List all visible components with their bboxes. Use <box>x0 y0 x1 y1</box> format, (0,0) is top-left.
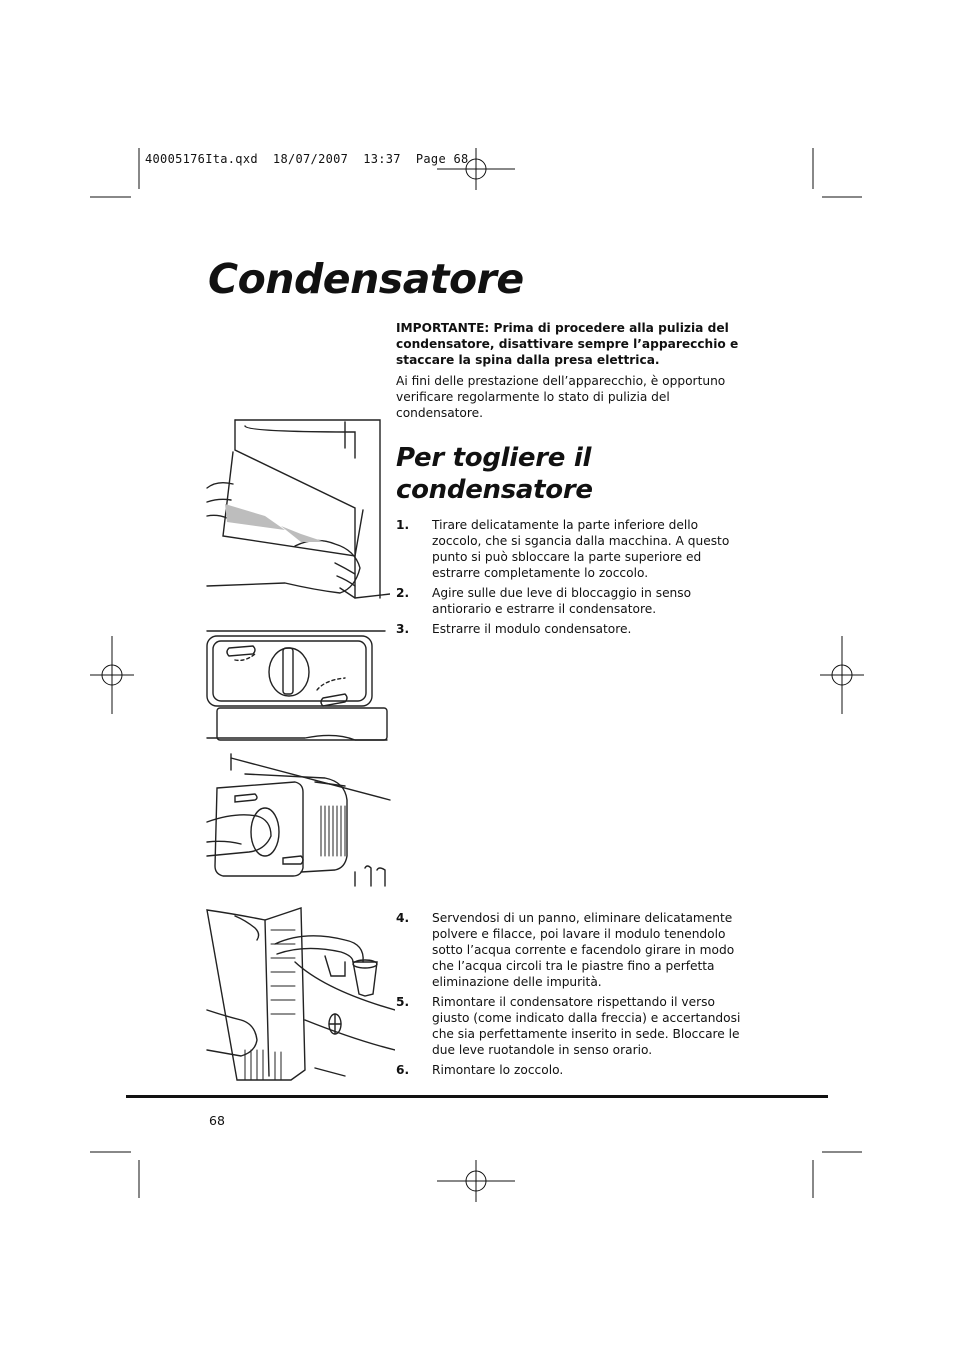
step-text: Rimontare lo zoccolo. <box>432 1063 564 1077</box>
step-item <box>396 994 741 1058</box>
footer-rule <box>126 1095 828 1098</box>
plinth-removal-illustration <box>205 418 390 606</box>
step-text: Rimontare il condensatore rispettando il verso giusto (come indicato dalla freccia) e accertandosi che sia perfettamente inserito in sede. Bloccare le due leve ruotandole in senso orario. <box>432 995 741 1057</box>
step-number: 3. <box>396 622 410 636</box>
step-number: 5. <box>396 995 410 1009</box>
intro-paragraph: Ai fini delle prestazione dell’apparecchio, è opportuno verificare regolarmente lo stato di pulizia del condensatore. <box>396 374 726 420</box>
condenser-levers-illustration <box>205 628 390 746</box>
step-text: Tirare delicatamente la parte inferiore dello zoccolo, che si sgancia dalla macchina. A questo punto si può sbloccare la parte superiore ed estrarre completamente lo zoccolo. <box>432 518 730 580</box>
print-slug: 40005176Ita.qxd 18/07/2007 13:37 Page 68 <box>145 152 469 166</box>
important-notice: IMPORTANTE: Prima di procedere alla pulizia del condensatore, disattivare sempre l’apparecchio e staccare la spina dalla presa elettrica. <box>396 321 739 367</box>
section-title: Per togliere il condensatore <box>396 443 593 505</box>
page-title: Condensatore <box>208 255 524 303</box>
step-text: Servendosi di un panno, eliminare delicatamente polvere e filacce, poi lavare il modulo tenendolo sotto l’acqua corrente e facendolo girare in modo che l’acqua circoli tra le piastre fino a perfetta eliminazione delle impurità. <box>432 911 735 989</box>
step-text: Agire sulle due leve di bloccaggio in senso antiorario e estrarre il condensatore. <box>432 586 692 616</box>
step-item <box>396 585 741 617</box>
step-number: 4. <box>396 911 410 925</box>
step-text: Estrarre il modulo condensatore. <box>432 622 632 636</box>
steps-list-2 <box>396 910 741 1082</box>
step-item <box>396 910 741 990</box>
step-item <box>396 621 741 637</box>
step-item <box>396 1062 741 1078</box>
step-number: 1. <box>396 518 410 532</box>
page-number: 68 <box>209 1113 225 1128</box>
step-number: 2. <box>396 586 410 600</box>
step-number: 6. <box>396 1063 410 1077</box>
steps-list-1 <box>396 517 741 641</box>
step-item <box>396 517 741 581</box>
condenser-washing-illustration <box>205 900 395 1084</box>
condenser-extraction-illustration <box>205 752 395 888</box>
